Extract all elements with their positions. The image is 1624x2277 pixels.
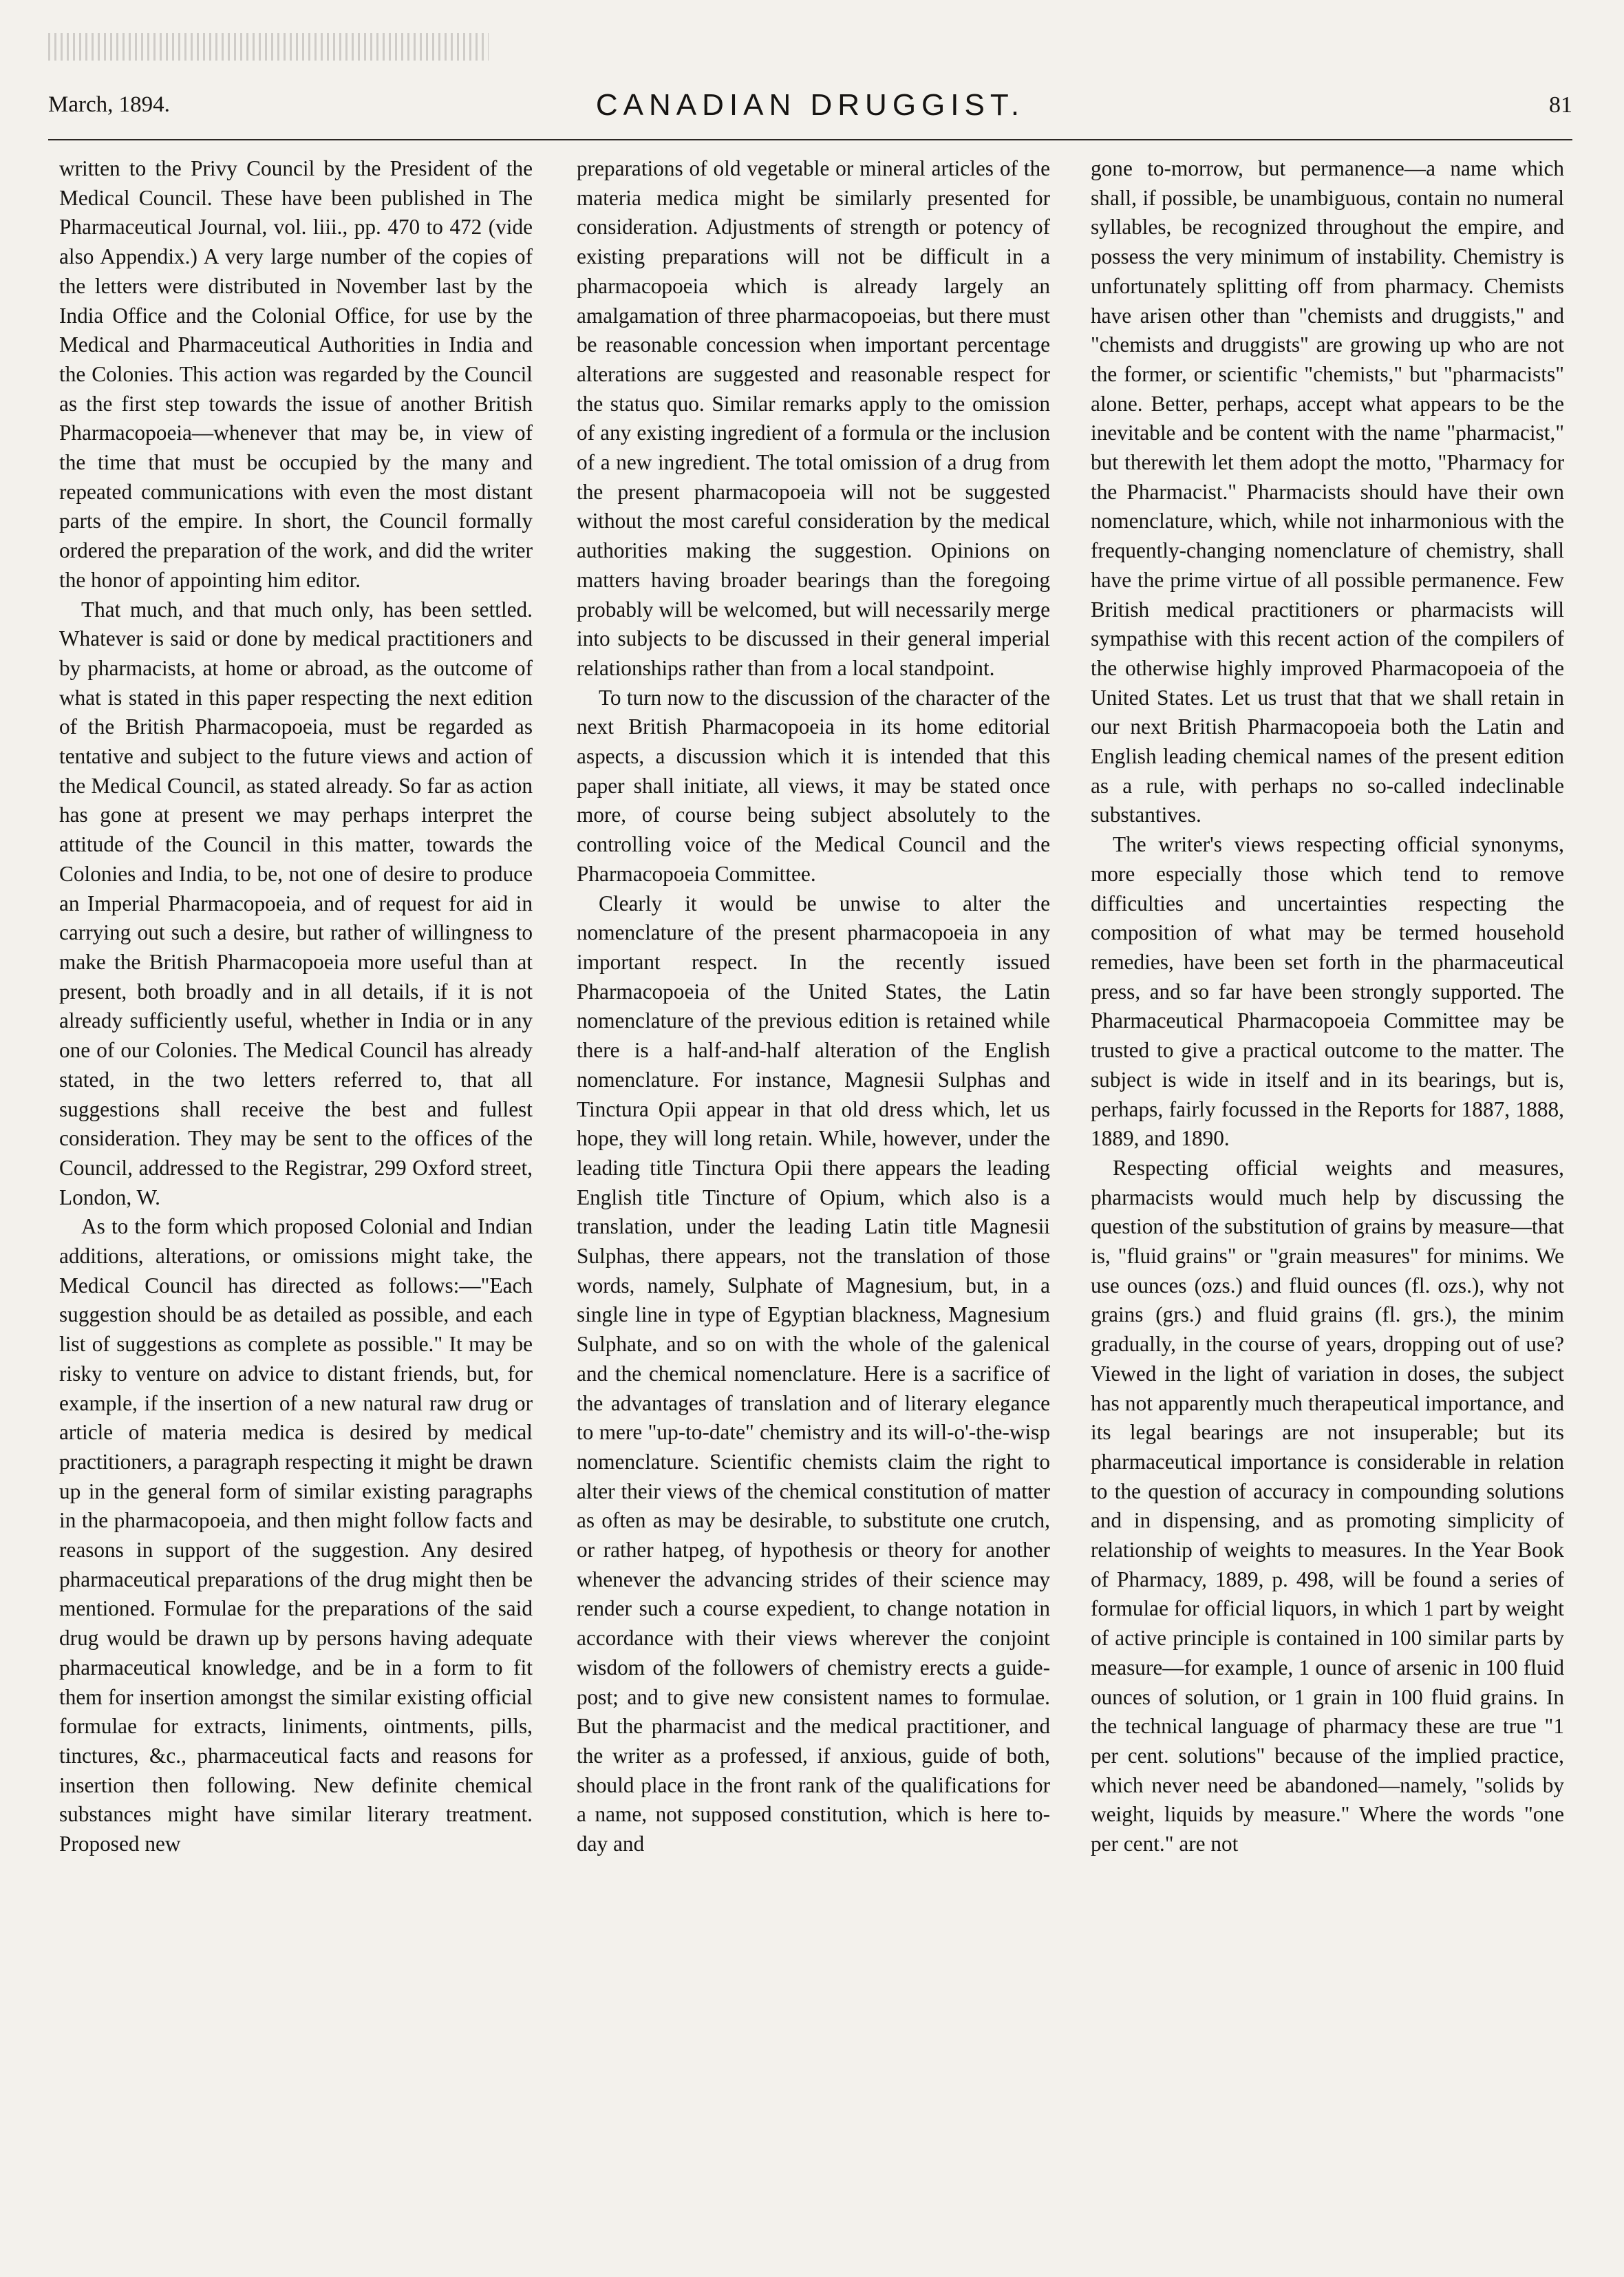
paragraph: Clearly it would be unwise to alter the nomenclature of the present pharmacopoeia in any important respect. In the recently issued Pharmacopoeia of the United States, the Latin nomenclature of the previous edition is retained while there is a half-and-half alteration of the English nomenclature. For instance, Magnesii Sulphas and Tinctura Opii appear in that old dress which, let us hope, they will long retain. While, however, under the leading title Tinctura Opii there appears the leading English title Tincture of Opium, which also is a translation, under the leading Latin title Magnesii Sulphas, there appears, not the translation of those words, namely, Sulphate of Magnesium, but, in a single line in type of Egyptian blackness, Magnesium Sulphate, and so on with the whole of the galenical and the chemical nomenclature. Here is a sacrifice of the advantages of translation and of literary elegance to mere "up-to-date" chemistry and its will-o'-the-wisp nomenclature. Scientific chemists claim the right to alter their views of the chemical constitution of matter as often as may be desirable, to substitute one crutch, or rather hatpeg, of hypothesis or theory for another whenever the advancing strides of their science may render such a course expedient, to change notation in accordance with their views wherever the conjoint wisdom of the followers of chemistry erects a guide-post; and to give new consistent names to formulae. But the pharmacist and the medical practitioner, and the writer as a professed, if anxious, guide of both, should place in the front rank of the qualifications for a name, not supposed constitution, which is here to-day and [577,891,1050,1856]
journal-title: CANADIAN DRUGGIST. [595,88,1025,122]
paragraph: gone to-morrow, but permanence—a name which shall, if possible, be unambiguous, contain no numeral syllables, be recognized throughout the empire, and possess the very minimum of instability. Chemistry is unfortunately splitting off from pharmacy. Chemists have arisen other than "chemists and druggists," and "chemists and druggists" are growing up who are not the former, or scientific "chemists," but "pharmacists" alone. Better, perhaps, accept what appears to be the inevitable and be content with the name "pharmacist," but therewith let them adopt the motto, "Pharmacy for the Pharmacist." Pharmacists should have their own nomenclature, which, while not inharmonious with the frequently-changing nomenclature of chemistry, shall have the prime virtue of all possible permanence. Few British medical practitioners or pharmacists will sympathise with this recent action of the compilers of the otherwise highly improved Pharmacopoeia of the United States. Let us trust that that we shall retain in our next British Pharmacopoeia both the Latin and English leading chemical names of the present edition as a rule, with perhaps no so-called indeclinable substantives. [1091,156,1564,827]
text-column-3 [1091,154,1564,2240]
issue-date: March, 1894. [48,92,170,117]
scan-noise [48,33,489,61]
text-column-1 [59,154,533,2240]
paragraph: written to the Privy Council by the President of the Medical Council. These have been published in The Pharmaceutical Journal, vol. liii., pp. 470 to 472 (vide also Appendix.) A very large number of the copies of the letters were distributed in November last by the India Office and the Colonial Office, for use by the Medical and Pharmaceutical Authorities in India and the Colonies. This action was regarded by the Council as the first step towards the issue of another British Pharmacopoeia—whenever that may be, in view of the time that must be occupied by the many and repeated communications with even the most distant parts of the empire. In short, the Council formally ordered the preparation of the work, and did the writer the honor of appointing him editor. [59,156,533,592]
paragraph: preparations of old vegetable or mineral articles of the materia medica might be similarly presented for consideration. Adjustments of strength or potency of existing preparations will not be difficult in a pharmacopoeia which is already largely an amalgamation of three pharmacopoeias, but there must be reasonable concession when important percentage alterations are suggested and reasonable respect for the status quo. Similar remarks apply to the omission of any existing ingredient of a formula or the inclusion of a new ingredient. The total omission of a drug from the present pharmacopoeia will not be suggested without the most careful consideration by the medical authorities making the suggestion. Opinions on matters having broader bearings than the foregoing probably will be welcomed, but will necessarily merge into subjects to be discussed in their general imperial relationships rather than from a local standpoint. [577,156,1050,680]
paragraph: That much, and that much only, has been settled. Whatever is said or done by medical practitioners and by pharmacists, at home or abroad, as the outcome of what is stated in this paper respecting the next edition of the British Pharmacopoeia, must be regarded as tentative and subject to the future views and action of the Medical Council, as stated already. So far as action has gone at present we may perhaps interpret the attitude of the Council in this matter, towards the Colonies and India, to be, not one of desire to produce an Imperial Pharmacopoeia, and of request for aid in carrying out such a desire, but rather of willingness to make the British Pharmacopoeia more useful than at present, both broadly and in all details, if it is not already sufficiently useful, whether in India or in any one of our Colonies. The Medical Council has already stated, in the two letters referred to, that all suggestions shall receive the best and fullest consideration. They may be sent to the offices of the Council, addressed to the Registrar, 299 Oxford street, London, W. [59,597,533,1209]
text-column-2 [577,154,1050,2240]
paragraph: Respecting official weights and measures, pharmacists would much help by discussing the question of the substitution of grains by measure—that is, "fluid grains" or "grain measures" for minims. We use ounces (ozs.) and fluid ounces (fl. ozs.), why not grains (grs.) and fluid grains (fl. grs.), the minim gradually, in the course of years, dropping out of use? Viewed in the light of variation in doses, the subject has not apparently much therapeutical importance, and its legal bearings are not insuperable; but its pharmaceutical importance is considerable in relation to the question of accuracy in compounding solutions and in dispensing, and as promoting simplicity of relationship of weights to measures. In the Year Book of Pharmacy, 1889, p. 498, will be found a series of formulae for official liquors, in which 1 part by weight of active principle is contained in 100 similar parts by measure—for example, 1 ounce of arsenic in 100 fluid ounces of solution, or 1 grain in 100 fluid grains. In the technical language of pharmacy these are true "1 per cent. solutions" because of the implied practice, which never need be abandoned—namely, "solids by weight, liquids by measure." Where the words "one per cent." are not [1091,1155,1564,1856]
paragraph: As to the form which proposed Colonial and Indian additions, alterations, or omissions might take, the Medical Council has directed as follows:—"Each suggestion should be as detailed as possible, and each list of suggestions as complete as possible." It may be risky to venture on advice to distant friends, but, for example, if the insertion of a new natural raw drug or article of materia medica is desired by medical practitioners, a paragraph respecting it might be drawn up in the general form of similar existing paragraphs in the pharmacopoeia, and then might follow facts and reasons in support of the suggestion. Any desired pharmaceutical preparations of the drug might then be mentioned. Formulae for the preparations of the said drug would be drawn up by persons having adequate pharmaceutical knowledge, and be in a form to fit them for insertion amongst the similar existing official formulae for extracts, liniments, ointments, pills, tinctures, &c., pharmaceutical facts and reasons for insertion then following. New definite chemical substances might have similar literary treatment. Proposed new [59,1214,533,1856]
paragraph: The writer's views respecting official synonyms, more especially those which tend to remove difficulties and uncertainties respecting the composition of what may be termed household remedies, have been set forth in the pharmaceutical press, and so far have been strongly supported. The Pharmaceutical Pharmacopoeia Committee may be trusted to give a practical outcome to the matter. The subject is wide in itself and in its bearings, but is, perhaps, fairly focussed in the Reports for 1887, 1888, 1889, and 1890. [1091,832,1564,1151]
paragraph: To turn now to the discussion of the character of the next British Pharmacopoeia in its home editorial aspects, a discussion which it is intended that this paper shall initiate, all views, it may be stated once more, of course being subject absolutely to the controlling voice of the Medical Council and the Pharmacopoeia Committee. [577,685,1050,886]
header-rule [48,139,1572,140]
page-number: 81 [1549,92,1572,118]
page-header [48,88,1572,131]
